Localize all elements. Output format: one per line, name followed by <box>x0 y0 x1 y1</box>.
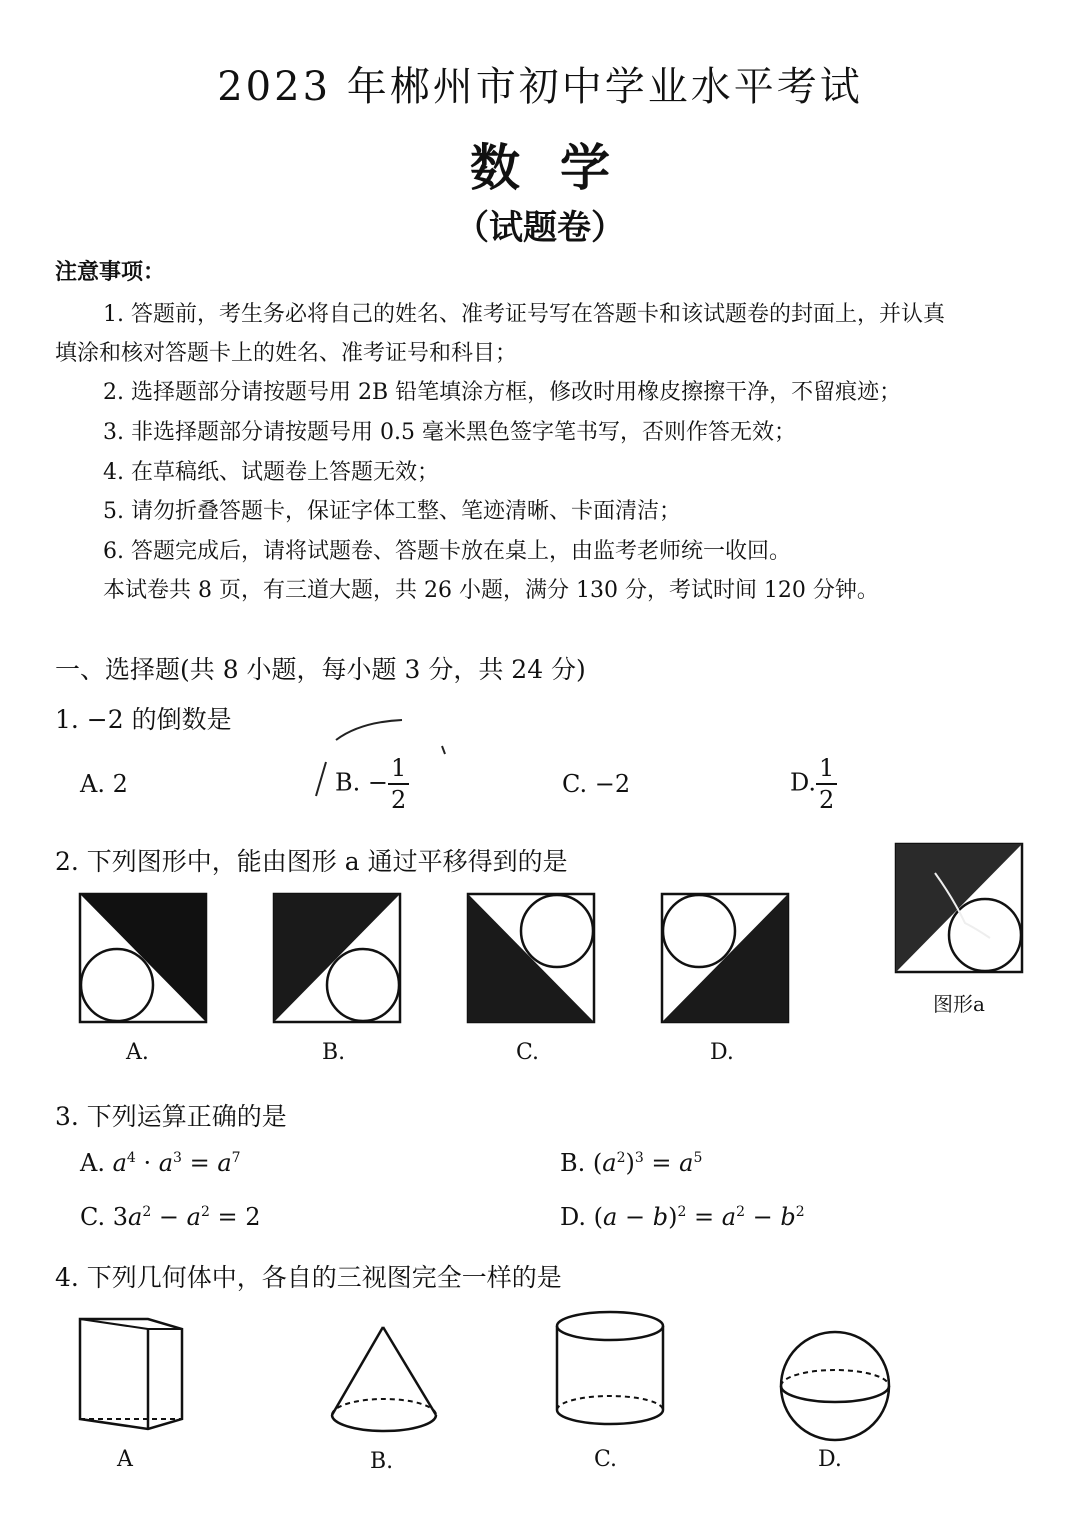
q3-option-c: C. $3a^2 - a^2 = 2$ <box>80 1203 261 1231</box>
question-1-stem: 1. −2 的倒数是 <box>55 705 232 734</box>
q2-label-b: B. <box>322 1040 346 1065</box>
question-2-stem: 2. 下列图形中，能由图形 a 通过平移得到的是 <box>55 847 568 876</box>
q2-label-d: D. <box>710 1040 734 1065</box>
question-3-stem: 3. 下列运算正确的是 <box>55 1102 287 1131</box>
notice-item-2: 2. 选择题部分请按题号用 2B 铅笔填涂方框，修改时用橡皮擦擦干净，不留痕迹； <box>103 380 902 405</box>
q2-figure-d <box>661 893 789 1023</box>
q1-option-b: B. − $\frac{1}{2}$ <box>335 756 409 812</box>
question-4-stem: 4. 下列几何体中，各自的三视图完全一样的是 <box>55 1263 562 1292</box>
q4-label-b: B. <box>370 1449 394 1474</box>
notice-item-1-cont: 填涂和核对答题卡上的姓名、准考证号和科目； <box>55 341 518 366</box>
q2-figure-a <box>79 893 207 1023</box>
q2-figure-c <box>467 893 595 1023</box>
section-heading: 一、选择题(共 8 小题，每小题 3 分，共 24 分) <box>55 655 586 684</box>
q1-option-a: A. 2 <box>80 770 128 798</box>
q3-option-d: D. $(a - b)^2 = a^2 - b^2$ <box>560 1203 805 1231</box>
q4-label-a: A <box>117 1447 133 1472</box>
notice-item-3: 3. 非选择题部分请按题号用 0.5 毫米黑色签字笔书写，否则作答无效； <box>103 420 796 445</box>
q3-option-b: B. $(a^2)^3 = a^5$ <box>560 1149 703 1177</box>
q2-label-c: C. <box>516 1040 540 1065</box>
q4-cylinder <box>554 1310 674 1430</box>
subject-title: 数学 <box>470 138 650 197</box>
q4-label-c: C. <box>594 1447 618 1472</box>
q4-label-d: D. <box>818 1447 842 1472</box>
q4-prism <box>78 1317 188 1432</box>
q3-option-a: A. $a^4 \cdot a^3 = a^7$ <box>80 1149 241 1177</box>
exam-title: 2023 年郴州市初中学业水平考试 <box>217 64 863 110</box>
q2-figure-b <box>273 893 401 1023</box>
q4-sphere <box>777 1330 897 1450</box>
q2-reference-figure <box>895 843 1023 973</box>
q2-label-a: A. <box>126 1040 149 1065</box>
q1-option-d: D. $\frac{1}{2}$ <box>790 756 837 812</box>
q1-option-c: C. −2 <box>562 770 631 798</box>
notice-item-6: 6. 答题完成后，请将试题卷、答题卡放在桌上，由监考老师统一收回。 <box>103 539 791 564</box>
q2-reference-label: 图形a <box>933 992 985 1016</box>
paper-type: （试题卷） <box>455 208 625 248</box>
notice-summary: 本试卷共 8 页，有三道大题，共 26 小题，满分 130 分，考试时间 120 分钟。 <box>103 578 879 603</box>
notice-item-5: 5. 请勿折叠答题卡，保证字体工整、笔迹清晰、卡面清洁； <box>103 499 681 524</box>
notice-item-1: 1. 答题前，考生务必将自己的姓名、准考证号写在答题卡和该试题卷的封面上，并认真 <box>103 302 945 327</box>
q4-cone <box>328 1325 448 1445</box>
notice-heading: 注意事项： <box>55 259 166 285</box>
notice-item-4: 4. 在草稿纸、试题卷上答题无效； <box>103 460 439 485</box>
